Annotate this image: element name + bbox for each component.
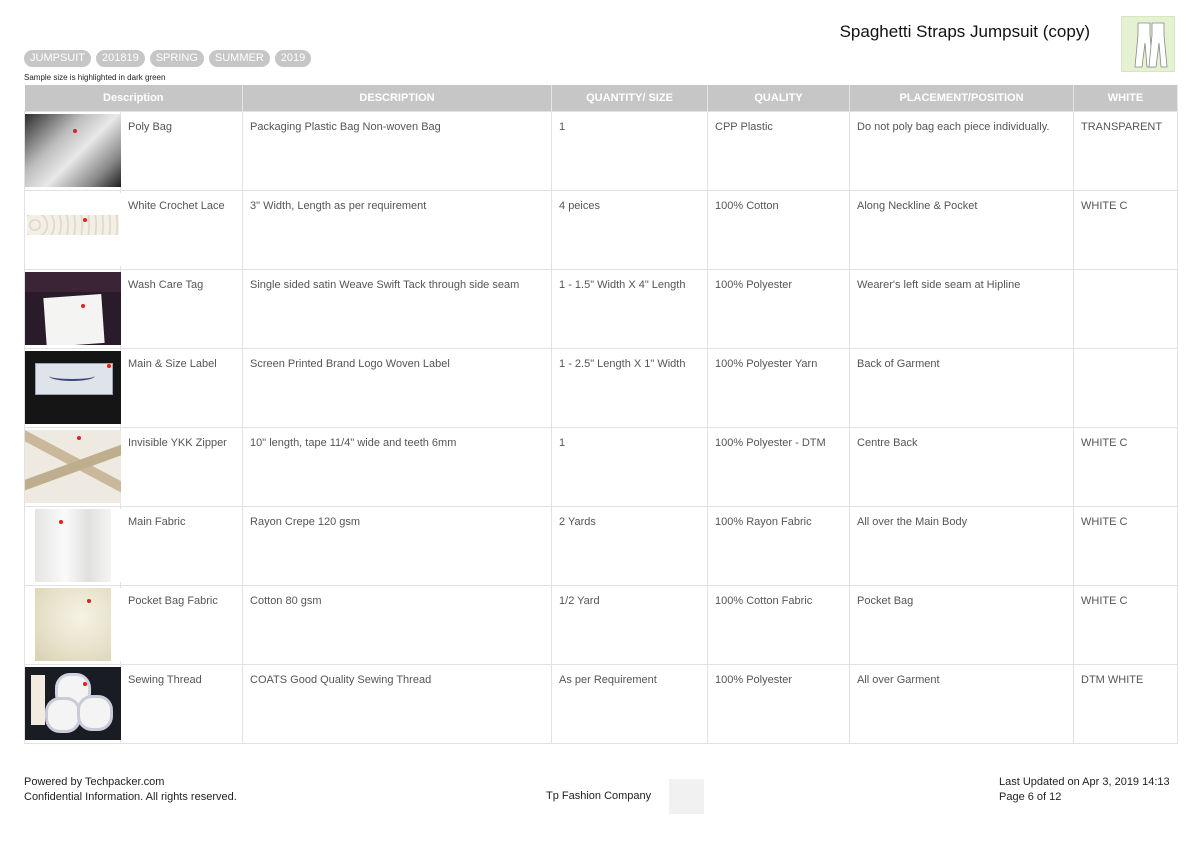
column-header-quantity: QUANTITY/ SIZE [552, 85, 708, 112]
powered-by-text[interactable]: Powered by Techpacker.com [24, 776, 165, 788]
item-quantity: As per Requirement [552, 665, 708, 744]
last-updated-text: Last Updated on Apr 3, 2019 14:13 [999, 776, 1170, 788]
item-placement: All over Garment [850, 665, 1074, 744]
item-image-cell [25, 665, 121, 744]
bom-table [24, 85, 1178, 744]
table-row[interactable] [25, 586, 1178, 665]
crochet-lace-image[interactable] [25, 193, 121, 266]
table-row[interactable] [25, 428, 1178, 507]
wash-care-tag-image[interactable] [25, 272, 121, 345]
item-quantity: 1 - 1.5" Width X 4" Length [552, 270, 708, 349]
table-row[interactable] [25, 270, 1178, 349]
item-white: DTM WHITE [1074, 665, 1178, 744]
footer-left [24, 775, 237, 805]
item-name: White Crochet Lace [121, 191, 243, 270]
item-quality: 100% Polyester Yarn [708, 349, 850, 428]
marker-dot [73, 129, 77, 133]
item-description: Cotton 80 gsm [243, 586, 552, 665]
tag[interactable]: SPRING [150, 50, 204, 67]
item-white [1074, 270, 1178, 349]
item-placement: Along Neckline & Pocket [850, 191, 1074, 270]
item-description: 3" Width, Length as per requirement [243, 191, 552, 270]
page-number: Page 6 of 12 [999, 791, 1062, 803]
tag[interactable]: 201819 [96, 50, 145, 67]
zipper-image[interactable] [25, 430, 121, 503]
table-row[interactable] [25, 349, 1178, 428]
column-header-placement: PLACEMENT/POSITION [850, 85, 1074, 112]
column-header-details: DESCRIPTION [243, 85, 552, 112]
garment-thumbnail[interactable] [1121, 16, 1175, 72]
main-fabric-image[interactable] [25, 509, 121, 582]
item-image-cell [25, 428, 121, 507]
table-row[interactable] [25, 112, 1178, 191]
tag-list [24, 50, 311, 67]
item-name: Pocket Bag Fabric [121, 586, 243, 665]
item-name: Invisible YKK Zipper [121, 428, 243, 507]
item-quantity: 4 peices [552, 191, 708, 270]
marker-dot [107, 364, 111, 368]
item-quality: 100% Cotton Fabric [708, 586, 850, 665]
sewing-thread-image[interactable] [25, 667, 121, 740]
item-quality: CPP Plastic [708, 112, 850, 191]
marker-dot [77, 436, 81, 440]
marker-dot [59, 520, 63, 524]
item-white: WHITE C [1074, 191, 1178, 270]
item-image-cell [25, 349, 121, 428]
poly-bag-image[interactable] [25, 114, 121, 187]
item-description: Screen Printed Brand Logo Woven Label [243, 349, 552, 428]
item-quality: 100% Polyester - DTM [708, 428, 850, 507]
item-quantity: 1 [552, 428, 708, 507]
item-description: Single sided satin Weave Swift Tack through side seam [243, 270, 552, 349]
item-quality: 100% Polyester [708, 270, 850, 349]
item-name: Main Fabric [121, 507, 243, 586]
item-white: WHITE C [1074, 586, 1178, 665]
company-logo-placeholder [669, 779, 704, 814]
marker-dot [83, 218, 87, 222]
item-quantity: 1/2 Yard [552, 586, 708, 665]
sample-size-note: Sample size is highlighted in dark green [24, 73, 166, 82]
item-placement: Wearer's left side seam at Hipline [850, 270, 1074, 349]
pocket-fabric-image[interactable] [25, 588, 121, 661]
table-row[interactable] [25, 191, 1178, 270]
main-label-image[interactable] [25, 351, 121, 424]
item-name: Main & Size Label [121, 349, 243, 428]
item-quantity: 1 [552, 112, 708, 191]
tag[interactable]: JUMPSUIT [24, 50, 91, 67]
item-description: Rayon Crepe 120 gsm [243, 507, 552, 586]
page-title: Spaghetti Straps Jumpsuit (copy) [839, 22, 1090, 41]
marker-dot [83, 682, 87, 686]
item-name: Sewing Thread [121, 665, 243, 744]
company-name: Tp Fashion Company [546, 790, 652, 802]
item-quality: 100% Cotton [708, 191, 850, 270]
item-placement: Centre Back [850, 428, 1074, 507]
item-image-cell [25, 112, 121, 191]
item-white [1074, 349, 1178, 428]
item-image-cell [25, 191, 121, 270]
item-quantity: 1 - 2.5" Length X 1" Width [552, 349, 708, 428]
column-header-description: Description [25, 85, 243, 112]
item-placement: Pocket Bag [850, 586, 1074, 665]
item-placement: Do not poly bag each piece individually. [850, 112, 1074, 191]
item-name: Wash Care Tag [121, 270, 243, 349]
item-white: WHITE C [1074, 428, 1178, 507]
item-description: Packaging Plastic Bag Non-woven Bag [243, 112, 552, 191]
item-image-cell [25, 586, 121, 665]
table-row[interactable] [25, 507, 1178, 586]
marker-dot [81, 304, 85, 308]
tag[interactable]: 2019 [275, 50, 311, 67]
item-white: WHITE C [1074, 507, 1178, 586]
footer-right [999, 775, 1170, 805]
item-quality: 100% Polyester [708, 665, 850, 744]
item-image-cell [25, 270, 121, 349]
item-quantity: 2 Yards [552, 507, 708, 586]
column-header-white: WHITE [1074, 85, 1178, 112]
item-description: COATS Good Quality Sewing Thread [243, 665, 552, 744]
confidential-text: Confidential Information. All rights reserved. [24, 791, 237, 803]
item-placement: All over the Main Body [850, 507, 1074, 586]
item-placement: Back of Garment [850, 349, 1074, 428]
item-quality: 100% Rayon Fabric [708, 507, 850, 586]
column-header-quality: QUALITY [708, 85, 850, 112]
table-row[interactable] [25, 665, 1178, 744]
item-image-cell [25, 507, 121, 586]
tag[interactable]: SUMMER [209, 50, 270, 67]
item-name: Poly Bag [121, 112, 243, 191]
table-header-row [25, 85, 1178, 112]
marker-dot [87, 599, 91, 603]
item-white: TRANSPARENT [1074, 112, 1178, 191]
item-description: 10" length, tape 11/4" wide and teeth 6mm [243, 428, 552, 507]
